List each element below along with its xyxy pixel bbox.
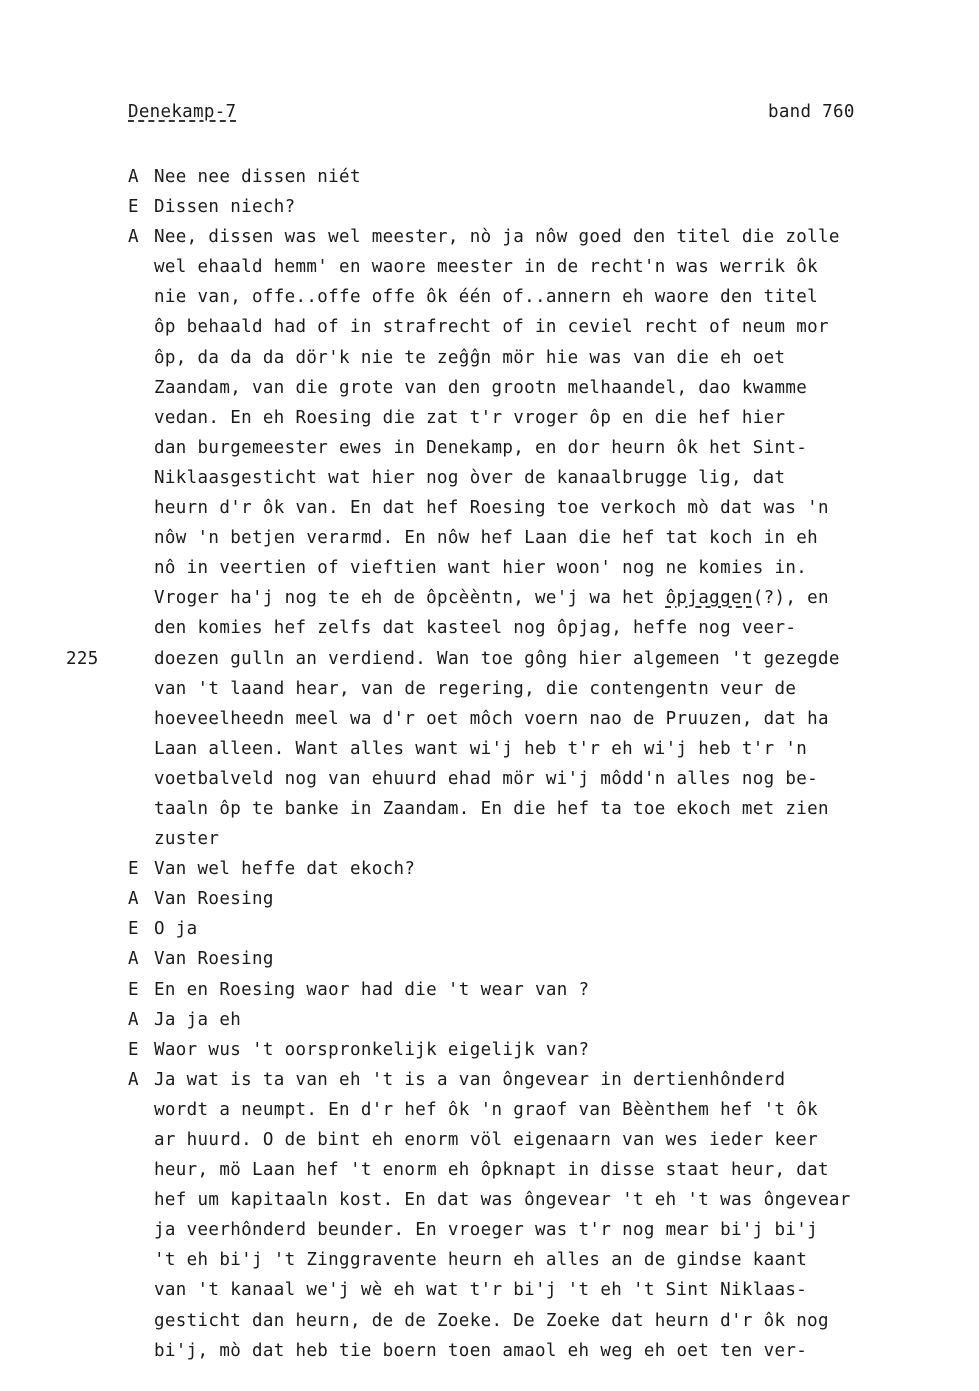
speaker-label: E bbox=[128, 919, 139, 940]
transcript-line: vedan. En eh Roesing die zat t'r vroger ôp en die hef hier bbox=[154, 407, 786, 428]
transcript-line: nô in veertien of vieftien want hier woon' nog ne komies in. bbox=[154, 558, 808, 579]
speaker-turn bbox=[0, 1035, 979, 1065]
transcript-line: heur, mö Laan hef 't enorm eh ôpknapt in disse staat heur, dat bbox=[154, 1160, 829, 1181]
speaker-label: E bbox=[128, 1039, 139, 1060]
transcript-line: zuster bbox=[154, 829, 220, 850]
speaker-turn bbox=[0, 1065, 979, 1366]
speaker-turn bbox=[0, 975, 979, 1005]
speaker-turn bbox=[0, 914, 979, 944]
transcript-line: bi'j, mò dat heb tie boern toen amaol eh weg eh oet ten ver- bbox=[154, 1340, 808, 1361]
uncertain-word: ôpjaggen bbox=[665, 588, 753, 609]
speaker-label: E bbox=[128, 859, 139, 880]
transcript-line: 't eh bi'j 't Zinggravente heurn eh alles an de gindse kaant bbox=[154, 1250, 808, 1271]
speaker-label: A bbox=[128, 949, 139, 970]
transcript-line: voetbalveld nog van ehuurd ehad mör wi'j môdd'n alles nog be- bbox=[154, 768, 819, 789]
transcript-line: Zaandam, van die grote van den grootn melhaandel, dao kwamme bbox=[154, 377, 808, 398]
band-number: band 760 bbox=[768, 102, 855, 122]
transcript-line: Niklaasgesticht wat hier nog òver de kanaalbrugge lig, dat bbox=[154, 467, 786, 488]
transcript-line: den komies hef zelfs dat kasteel nog ôpjag, heffe nog veer- bbox=[154, 618, 797, 639]
speaker-turn bbox=[0, 192, 979, 222]
transcript-line: Ja ja eh bbox=[154, 1009, 242, 1030]
uncertain-marker: (?), en bbox=[752, 588, 829, 609]
speaker-label: A bbox=[128, 167, 139, 187]
transcript-line: ja veerhônderd beunder. En vroeger was t'r nog mear bi'j bi'j bbox=[154, 1220, 819, 1241]
transcript-line: Waor wus 't oorspronkelijk eigelijk van? bbox=[154, 1039, 590, 1060]
transcript-line: hoeveelheedn meel wa d'r oet môch voern nao de Pruuzen, dat ha bbox=[154, 708, 829, 729]
transcript-line: Nee, dissen was wel meester, nò ja nôw goed den titel die zolle bbox=[154, 227, 840, 248]
transcript-line bbox=[0, 644, 979, 674]
transcript-line: En en Roesing waor had die 't wear van ? bbox=[154, 979, 590, 1000]
speaker-turn bbox=[0, 222, 979, 854]
transcript-line: wel ehaald hemm' en waore meester in de recht'n was werrik ôk bbox=[154, 257, 819, 278]
speaker-turn bbox=[0, 944, 979, 974]
transcript-line: hef um kapitaaln kost. En dat was ôngevear 't eh 't was ôngevear bbox=[154, 1190, 851, 1211]
transcript-line: heurn d'r ôk van. En dat hef Roesing toe verkoch mò dat was 'n bbox=[154, 498, 829, 519]
transcript-line: nôw 'n betjen verarmd. En nôw hef Laan die hef tat koch in eh bbox=[154, 528, 819, 549]
transcript-line: wordt a neumpt. En d'r hef ôk 'n graof van Bèènthem hef 't ôk bbox=[154, 1099, 819, 1120]
transcript-line: dan burgemeester ewes in Denekamp, en dor heurn ôk het Sint- bbox=[154, 437, 808, 458]
transcript-line: gesticht dan heurn, de de Zoeke. De Zoeke dat heurn d'r ôk nog bbox=[154, 1310, 829, 1331]
speaker-label: A bbox=[128, 1069, 139, 1090]
speaker-label: E bbox=[128, 979, 139, 1000]
transcript-line: Van Roesing bbox=[154, 889, 274, 910]
line-text: Vroger ha'j nog te eh de ôpcèèntn, we'j wa het bbox=[154, 588, 666, 609]
transcript-line: Van Roesing bbox=[154, 949, 274, 970]
transcript-line-with-uncertain-word bbox=[0, 583, 979, 613]
transcript bbox=[0, 162, 979, 1366]
speaker-label: E bbox=[128, 197, 139, 218]
transcript-line: ôp, da da da dör'k nie te zeĝĝn mör hie was van die eh oet bbox=[154, 347, 786, 368]
transcript-line: van 't laand hear, van de regering, die contengentn veur de bbox=[154, 678, 797, 699]
transcript-line: Van wel heffe dat ekoch? bbox=[154, 859, 416, 880]
transcript-line: Dissen niech? bbox=[154, 197, 296, 218]
speaker-label: A bbox=[128, 227, 139, 248]
transcript-line: Ja wat is ta van eh 't is a van ôngevear in dertienhônderd bbox=[154, 1069, 786, 1090]
speaker-turn bbox=[0, 884, 979, 914]
transcript-line: ôp behaald had of in strafrecht of in ceviel recht of neum mor bbox=[154, 317, 829, 338]
transcript-line: Nee nee dissen niét bbox=[154, 167, 361, 187]
transcript-line: O ja bbox=[154, 919, 198, 940]
transcript-line: van 't kanaal we'j wè eh wat t'r bi'j 't eh 't Sint Niklaas- bbox=[154, 1280, 808, 1301]
speaker-turn bbox=[0, 854, 979, 884]
document-title: Denekamp-7 bbox=[128, 102, 237, 122]
transcript-line: taaln ôp te banke in Zaandam. En die hef ta toe ekoch met zien bbox=[154, 798, 829, 819]
transcript-line: ar huurd. O de bint eh enorm völ eigenaarn van wes ieder keer bbox=[154, 1130, 819, 1150]
speaker-turn bbox=[0, 1005, 979, 1035]
speaker-turn bbox=[0, 162, 979, 192]
transcript-line: nie van, offe..offe offe ôk één of..annern eh waore den titel bbox=[154, 287, 819, 308]
line-text: doezen gulln an verdiend. Wan toe gông hier algemeen 't gezegde bbox=[154, 648, 840, 669]
speaker-label: A bbox=[128, 889, 139, 910]
transcript-line: Laan alleen. Want alles want wi'j heb t'r eh wi'j heb t'r 'n bbox=[154, 738, 808, 759]
speaker-label: A bbox=[128, 1009, 139, 1030]
line-number: 225 bbox=[66, 648, 99, 669]
